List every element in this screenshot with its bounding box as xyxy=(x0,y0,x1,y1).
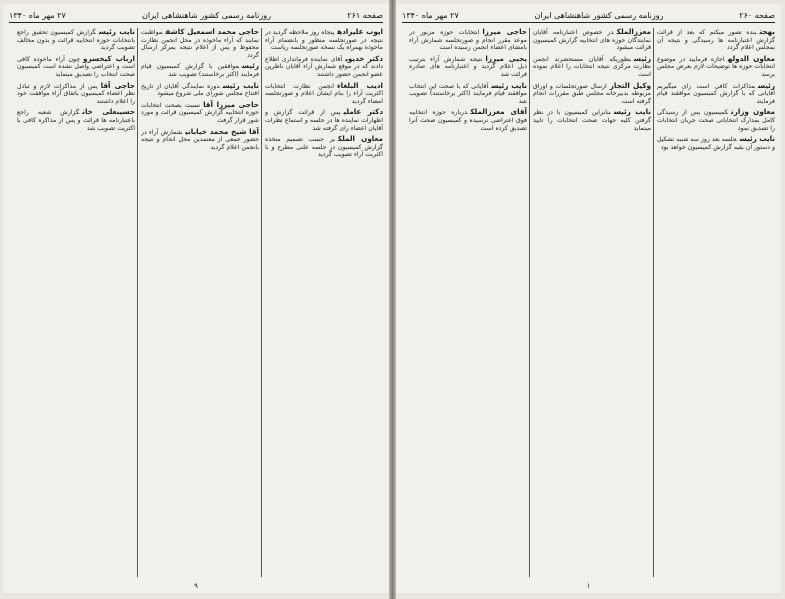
speech-text: موافقین با گزارش کمیسیون قیام فرمایند (اکثر برخاستند) تصویب شد xyxy=(141,63,259,78)
speech-text: پنجاه روز ملاحظه گردید در نتیجه در صورتجلسه منظور و بانضمام آراء ماخوذه بهمراه یک نسخه صورتجلسه ریاست xyxy=(265,29,383,52)
speech-text: بنده تصور میکنم که بعد از قرائت گزارش اعتبارنامه ها رسیدگی و نتیجه آن بمجلس اعلام گردد xyxy=(657,29,775,52)
speech-text: مواظبت نمایند که آراء ماخوذه در محل انجمن نظارت محفوظ و پس از اعلام نتیجه بمرکز ارسال گردد xyxy=(141,29,259,59)
column-rule xyxy=(261,28,262,577)
speaker-paragraph xyxy=(533,55,651,79)
speaker-name: حسینعلی خان xyxy=(82,107,135,117)
speaker-name: نایب رئیس xyxy=(613,107,651,117)
speaker-paragraph xyxy=(265,55,383,79)
speaker-name: ادیب البلغاء xyxy=(336,80,383,90)
left-page xyxy=(3,4,389,593)
text-column xyxy=(17,28,135,577)
speaker-name: بهجت xyxy=(759,28,775,36)
speaker-paragraph xyxy=(17,82,135,106)
speaker-paragraph xyxy=(141,82,259,98)
speaker-name: نایب رئیس xyxy=(739,134,775,144)
text-column xyxy=(409,28,527,577)
publication-title: روزنامه رسمی کشور شاهنشاهی ایران xyxy=(534,10,664,20)
book-gutter xyxy=(389,0,396,599)
speaker-name: حاجی میرزا آقا xyxy=(203,99,259,109)
speaker-paragraph xyxy=(657,82,775,106)
speaker-name: وکیل التجار xyxy=(609,80,651,90)
text-column xyxy=(265,28,383,577)
speaker-paragraph xyxy=(17,108,135,132)
speaker-name: حاجی آقا xyxy=(100,80,135,90)
speaker-name: معاون الملک xyxy=(337,134,383,144)
speaker-paragraph xyxy=(141,28,259,59)
issue-date: ۲۷ مهر ماه ۱۳۴۰ xyxy=(9,10,66,20)
speech-text: آقای نماینده فرمانداری اطلاع دادند که در موقع شمارش آراء آقایان ناظرین عضو انجمن حضور داشتند xyxy=(265,55,383,78)
page-footer: ۹ xyxy=(194,582,198,590)
speaker-paragraph xyxy=(657,28,775,52)
speech-text: چون آراء ماخوذه کافی است و اعتراضی واصل نشده است کمیسیون صحت انتخاب را تصدیق مینماید xyxy=(17,55,135,78)
speaker-name: رئیس xyxy=(757,80,775,90)
speech-text: انجمن نظارت انتخابات اکثریت آراء را بنام ایشان اعلام و صورتجلسه امضاء گردید xyxy=(265,82,383,105)
speaker-paragraph xyxy=(17,55,135,79)
speaker-name: آقا شیخ محمد خیابانی xyxy=(185,126,259,136)
speech-text: شمارش آراء در حضور جمعی از معتمدین محل انجام و نتیجه بانجمن اعلام گردید xyxy=(141,128,259,151)
speech-text: بطوریکه آقایان مستحضرند انجمن نظارت مرکزی نتیجه انتخابات را اعلام نموده است xyxy=(533,55,651,78)
publication-title: روزنامه رسمی کشور شاهنشاهی ایران xyxy=(142,10,271,20)
speaker-name: معززالملک xyxy=(616,28,651,36)
speech-text: دوره نمایندگی آقایان از تاریخ افتتاح مجلس شورای ملی شروع میشود xyxy=(141,82,259,98)
speech-text: گزارش کمیسیون تحقیق راجع بانتخابات حوزه انتخابیه قرائت و بدون مخالف تصویب گردید xyxy=(17,29,135,52)
speaker-paragraph xyxy=(409,55,527,79)
speech-text: درباره حوزه انتخابیه فوق اعتراضی نرسیده و کمیسیون صحت آنرا تصدیق کرده است xyxy=(409,109,527,132)
speaker-paragraph xyxy=(533,108,651,132)
page-header xyxy=(9,8,383,23)
text-column xyxy=(533,28,651,577)
speech-text: مذاکرات کافی است رای میگیریم آقایانی که با گزارش کمیسیون موافقند قیام فرمایند xyxy=(657,82,775,105)
speaker-paragraph xyxy=(657,135,775,151)
page-footer: ۱ xyxy=(586,582,591,590)
speech-text: پس از مذاکرات لازم و تبادل نظر اعضاء کمیسیون باتفاق آراء موافقت خود را اعلام داشتند xyxy=(17,82,135,105)
speaker-paragraph xyxy=(265,108,383,132)
speech-text: کمیسیون پس از رسیدگی کامل بمدارک انتخاباتی صحت جریان انتخابات را تصدیق نمود xyxy=(657,109,775,132)
right-page xyxy=(396,4,781,593)
speaker-name: حاجی میرزا xyxy=(482,28,527,36)
speaker-name: ایوب علیزاده xyxy=(337,28,383,36)
speech-text: اجازه فرمایید در موضوع انتخابات حوزه ها توضیحات لازم بعرض مجلس برسد xyxy=(657,55,775,78)
speech-text: ارسال صورتجلسات و اوراق مربوطه بدبیرخانه مجلس طبق مقررات انجام گرفته است xyxy=(533,82,651,105)
speaker-paragraph xyxy=(141,101,259,125)
column-rule xyxy=(653,28,654,577)
speaker-name: یحیی میرزا xyxy=(485,53,527,63)
speaker-paragraph xyxy=(265,28,383,52)
speaker-name: آقای معززالملک xyxy=(470,107,527,117)
speaker-paragraph xyxy=(17,28,135,52)
speaker-name: دکتر خدیوی xyxy=(345,53,383,63)
speaker-name: نایب رئیس xyxy=(491,80,527,90)
page-number: صفحه ۲۶۱ xyxy=(347,10,383,20)
speech-text: جلسه بعد روز سه شنبه تشکیل و دستور آن بقیه گزارش کمیسیون خواهد بود xyxy=(657,136,775,151)
speaker-name: نایب رئیس xyxy=(222,80,259,90)
speaker-name: ارباب کیخسرو xyxy=(83,53,135,63)
column-rule xyxy=(529,28,530,577)
speaker-name: رئیس xyxy=(241,61,259,71)
speech-text: پس از قرائت گزارش و اظهارات نماینده ها در جلسه و استماع نظرات آقایان اعضاء رای گرفته شد xyxy=(265,109,383,132)
speaker-name: حاجی محمد اسمعیل کاشف xyxy=(165,28,259,36)
speech-text: بنابراین کمیسیون با در نظر گرفتن کلیه جهات صحت انتخابات را تایید مینماید xyxy=(533,109,651,132)
speech-text: در خصوص اعتبارنامه آقایان نمایندگان حوزه های انتخابیه گزارش کمیسیون قرائت میشود xyxy=(533,29,651,52)
text-column xyxy=(141,28,259,577)
speaker-paragraph xyxy=(409,82,527,106)
speech-text: انتخابات حوزه مزبور در موعد مقرر انجام و صورتجلسه شمارش آراء بامضای اعضاء انجمن رسیده است xyxy=(409,29,527,52)
speaker-name: رئیس xyxy=(633,53,651,63)
speaker-name: معاون الدوله xyxy=(727,53,775,63)
speaker-paragraph xyxy=(657,55,775,79)
speaker-name: نایب رئیس xyxy=(98,28,135,36)
speaker-paragraph xyxy=(533,82,651,106)
speaker-paragraph xyxy=(657,108,775,132)
speech-text: بر حسب تصمیم متخذه گزارش کمیسیون در جلسه علنی مطرح و با اکثریت آراء تصویب گردید xyxy=(265,136,383,159)
text-column xyxy=(657,28,775,577)
speech-text: آقایانی که با صحت این انتخاب موافقند قیام فرمایند (اکثر برخاستند) تصویب شد xyxy=(409,82,527,105)
issue-date: ۲۷ مهر ماه ۱۳۴۰ xyxy=(402,10,459,20)
speaker-paragraph xyxy=(141,62,259,78)
speech-text: نسبت بصحت انتخابات حوزه انتخابیه گزارش کمیسیون قرائت و مورد شور قرار گرفت xyxy=(141,101,259,124)
speaker-name: دکتر عاملی xyxy=(343,107,383,117)
page-header xyxy=(402,8,775,23)
speaker-paragraph xyxy=(265,135,383,159)
speaker-name: معاون وزارت xyxy=(730,107,775,117)
speech-text: گزارش شعبه راجع باعتبارنامه ها قرائت و پس از مذاکره کافی با اکثریت تصویب شد xyxy=(17,109,135,132)
speaker-paragraph xyxy=(409,108,527,132)
page-number: صفحه ۲۶۰ xyxy=(739,10,775,20)
speaker-paragraph xyxy=(141,128,259,152)
column-rule xyxy=(137,28,138,577)
speaker-paragraph xyxy=(533,28,651,52)
speech-text: نتیجه شمارش آراء بترتیب ذیل اعلام گردید و اعتبارنامه های صادره قرائت شد xyxy=(409,55,527,78)
speaker-paragraph xyxy=(409,28,527,52)
speaker-paragraph xyxy=(265,82,383,106)
